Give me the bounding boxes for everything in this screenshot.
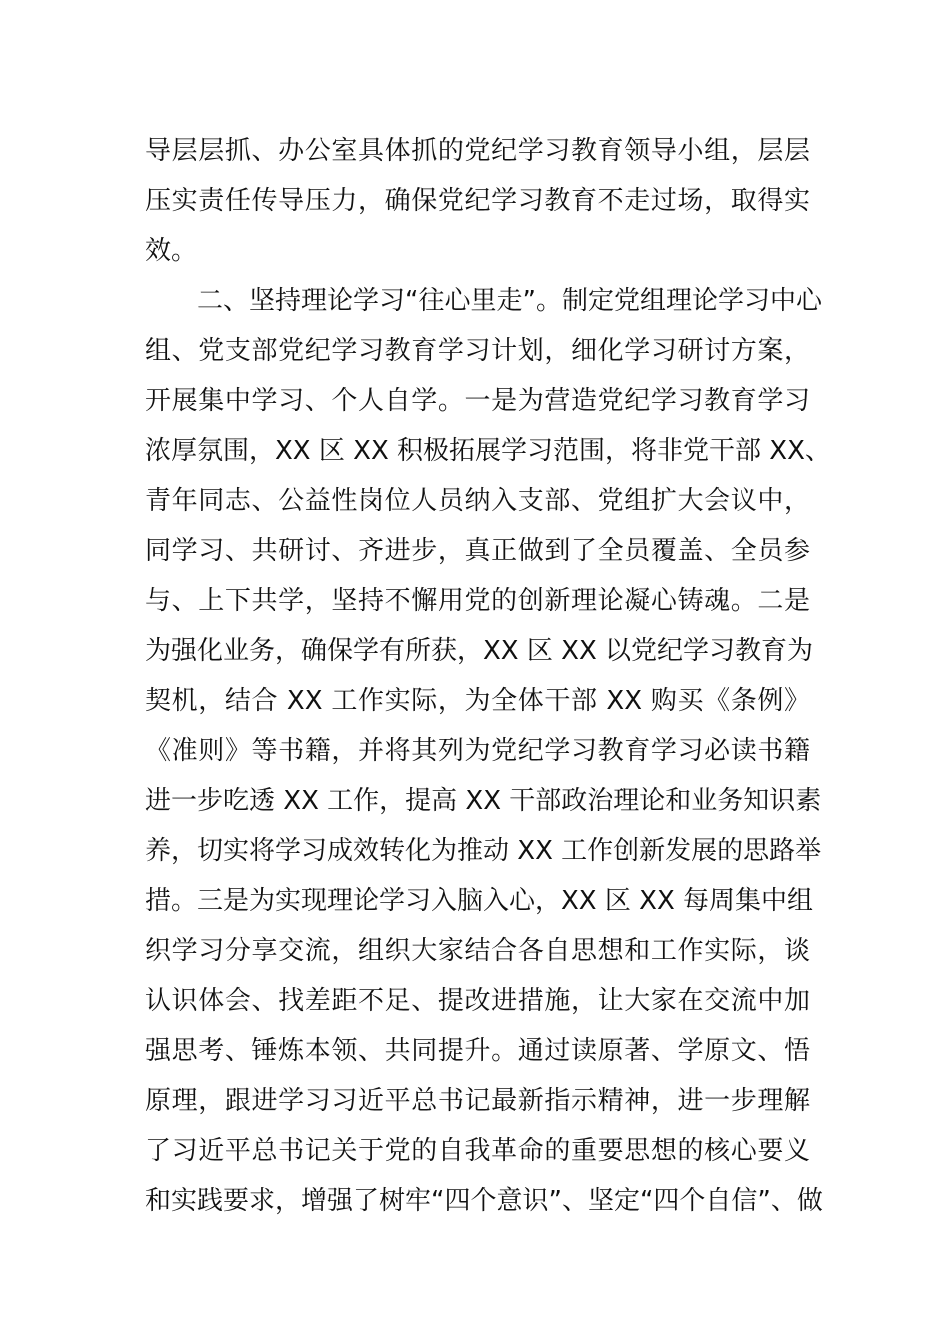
text-line: 原理，跟进学习习近平总书记最新指示精神，进一步理解: [145, 1086, 810, 1116]
text-line: 青年同志、公益性岗位人员纳入支部、党组扩大会议中，: [145, 486, 810, 516]
text-line: 进一步吃透 XX 工作，提高 XX 干部政治理论和业务知识素: [145, 786, 822, 816]
body-text: [145, 126, 831, 1226]
text-line: 强思考、锤炼本领、共同提升。通过读原著、学原文、悟: [145, 1036, 810, 1066]
text-line: 与、上下共学，坚持不懈用党的创新理论凝心铸魂。二是: [145, 586, 810, 616]
text-line: 认识体会、找差距不足、提改进措施，让大家在交流中加: [145, 986, 810, 1016]
section-heading-line: 二、坚持理论学习“往心里走”。制定党组理论学习中心: [197, 286, 822, 316]
text-line: 了习近平总书记关于党的自我革命的重要思想的核心要义: [145, 1136, 810, 1166]
text-line: 浓厚氛围，XX 区 XX 积极拓展学习范围，将非党干部 XX、: [145, 436, 831, 466]
text-line: 压实责任传导压力，确保党纪学习教育不走过场，取得实: [145, 186, 810, 216]
text-line: 织学习分享交流，组织大家结合各自思想和工作实际，谈: [145, 936, 810, 966]
text-line: 同学习、共研讨、齐进步，真正做到了全员覆盖、全员参: [145, 536, 810, 566]
text-line: 和实践要求，增强了树牢“四个意识”、坚定“四个自信”、做: [145, 1186, 823, 1216]
text-line: 为强化业务，确保学有所获，XX 区 XX 以党纪学习教育为: [145, 636, 814, 666]
text-line: 契机，结合 XX 工作实际，为全体干部 XX 购买《条例》: [145, 686, 810, 716]
text-line: 养，切实将学习成效转化为推动 XX 工作创新发展的思路举: [145, 836, 822, 866]
text-line: 导层层抓、办公室具体抓的党纪学习教育领导小组，层层: [145, 136, 810, 166]
text-line: 组、党支部党纪学习教育学习计划，细化学习研讨方案，: [145, 336, 810, 366]
text-line: 效。: [145, 236, 198, 266]
text-line: 《准则》等书籍，并将其列为党纪学习教育学习必读书籍: [145, 736, 810, 766]
text-line: 措。三是为实现理论学习入脑入心，XX 区 XX 每周集中组: [145, 886, 814, 916]
text-line: 开展集中学习、个人自学。一是为营造党纪学习教育学习: [145, 386, 810, 416]
